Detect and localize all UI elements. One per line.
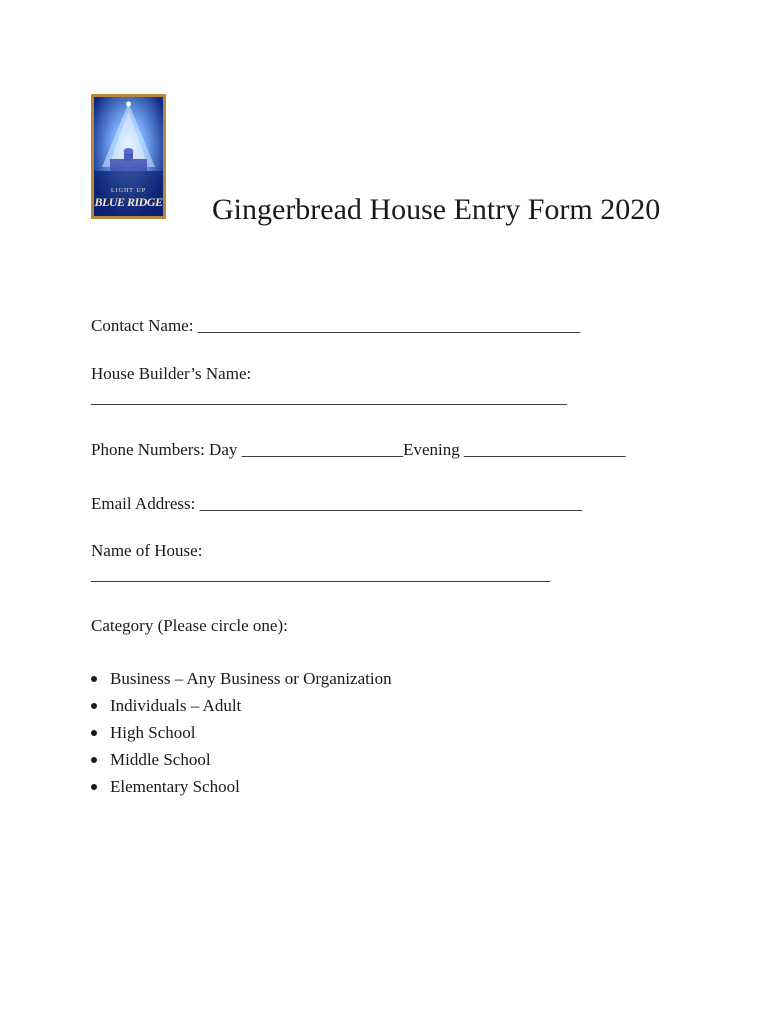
category-item-high-school[interactable] [91, 722, 392, 749]
bullet-icon [91, 703, 97, 709]
house-name-label: Name of House: [91, 541, 203, 560]
page-title: Gingerbread House Entry Form 2020 [212, 193, 661, 226]
bullet-icon [91, 757, 97, 763]
phone-numbers-field[interactable]: Phone Numbers: Day ___________________Evening ___________________ [91, 440, 626, 459]
logo-wordmark: BLUE RIDGE [94, 195, 163, 209]
email-address-field[interactable]: Email Address: _____________________________________________ [91, 494, 583, 513]
bullet-icon [91, 784, 97, 790]
category-label: Category (Please circle one): [91, 616, 288, 635]
category-item-individuals[interactable] [91, 695, 392, 722]
logo-tagline: LIGHT UP [110, 188, 147, 194]
list-item: High School [110, 723, 196, 742]
logo [91, 94, 166, 219]
builder-name-label: House Builder’s Name: [91, 364, 252, 383]
contact-name-field[interactable]: Contact Name: _____________________________________________ [91, 316, 581, 335]
bullet-icon [91, 730, 97, 736]
category-list [91, 668, 392, 803]
bullet-icon [91, 676, 97, 682]
builder-name-field[interactable]: ________________________________________________________ [91, 388, 567, 407]
list-item: Individuals – Adult [110, 696, 242, 715]
category-item-middle-school[interactable] [91, 749, 392, 776]
list-item: Elementary School [110, 777, 240, 796]
list-item: Middle School [110, 750, 211, 769]
category-item-business[interactable] [91, 668, 392, 695]
list-item: Business – Any Business or Organization [110, 669, 392, 688]
category-item-elementary-school[interactable] [91, 776, 392, 803]
house-name-field[interactable]: ______________________________________________________ [91, 565, 550, 584]
